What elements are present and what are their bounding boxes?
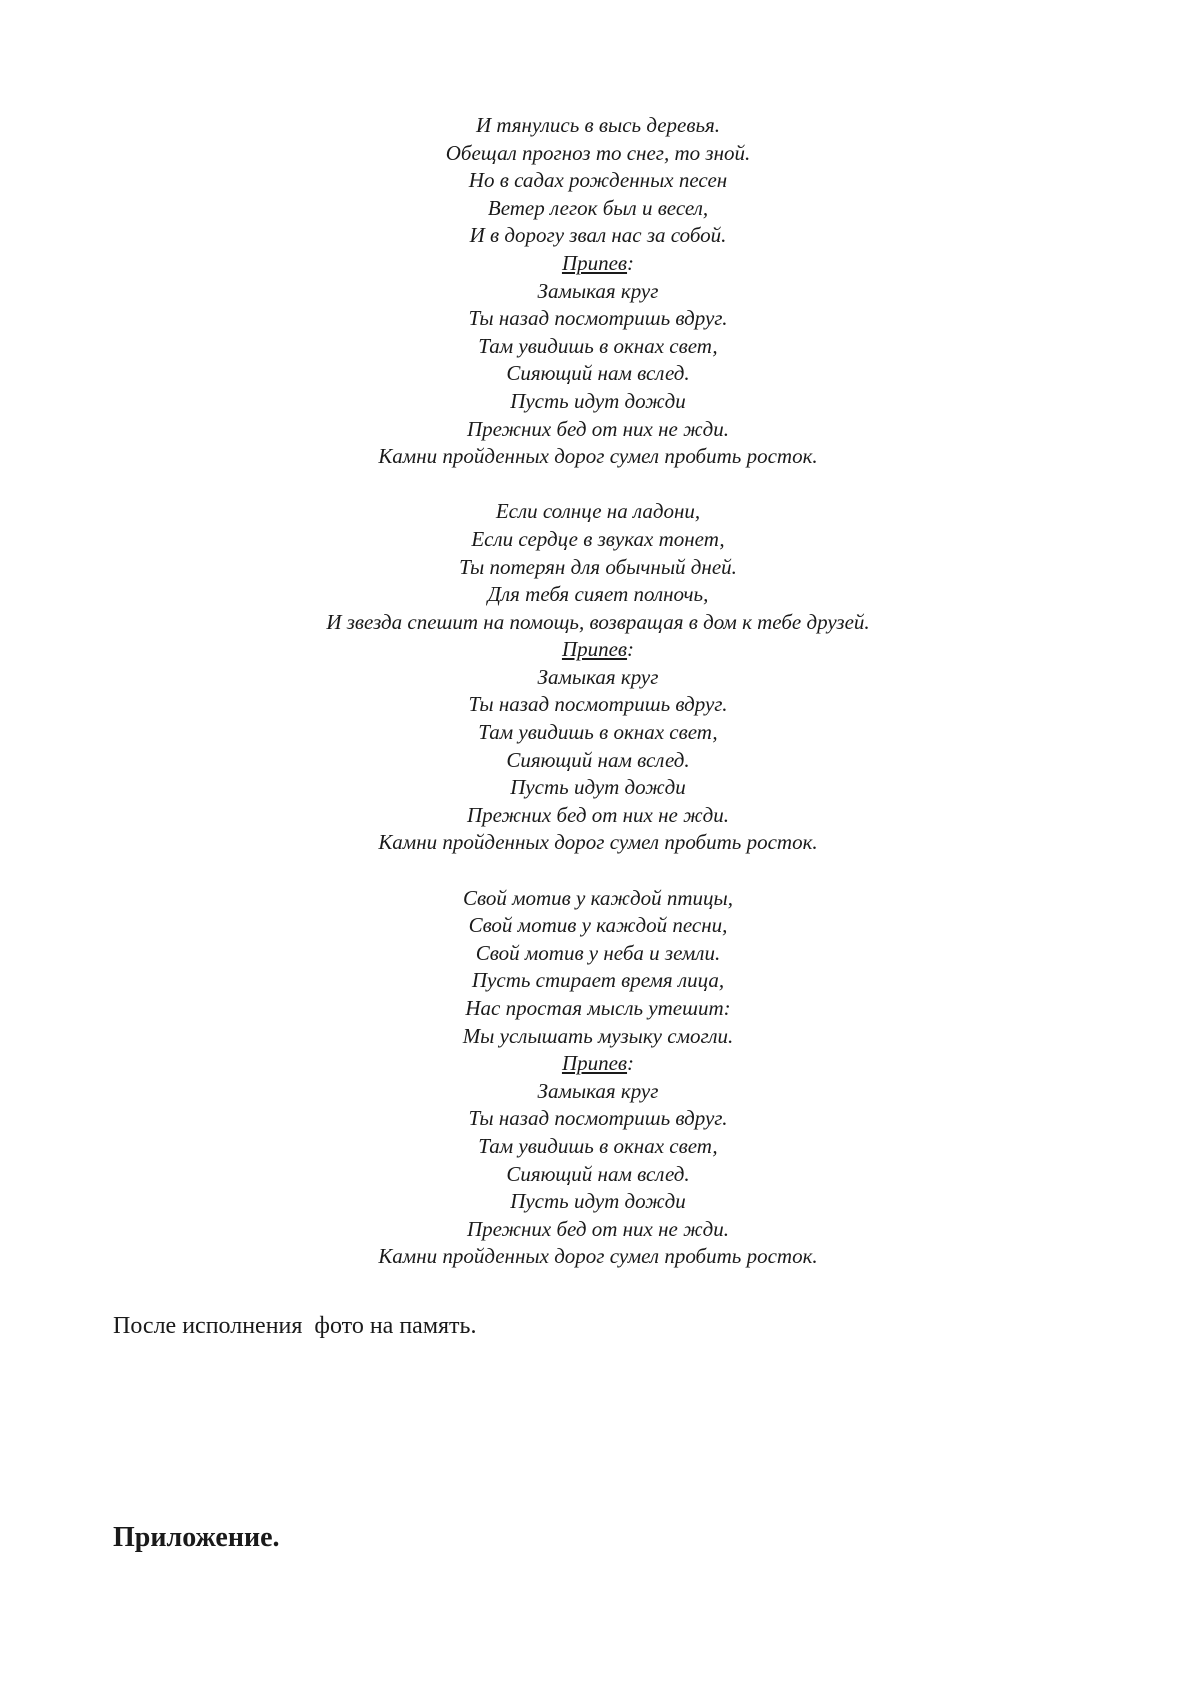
verse-line: И тянулись в высь деревья. — [475, 113, 721, 137]
verse-line: Но в садах рожденных песен — [468, 168, 728, 193]
refrain-line: Ты назад посмотришь вдруг. — [468, 1106, 728, 1131]
stanza — [100, 885, 1096, 1271]
verse-line: Свой мотив у неба и земли. — [475, 940, 721, 965]
refrain-line: Сияющий нам вслед. — [506, 747, 690, 772]
refrain-line: Камни пройденных дорог сумел пробить росток. — [378, 1244, 818, 1269]
verse-line: Нас простая мысль утешит: — [465, 996, 731, 1020]
after-performance-note: После исполнения фото на память. — [113, 1313, 477, 1339]
verse-line: Свой мотив у каждой песни, — [468, 913, 728, 938]
refrain-line: Ты назад посмотришь вдруг. — [468, 306, 728, 331]
refrain-line: Сияющий нам вслед. — [506, 1161, 690, 1186]
refrain-line: Замыкая круг — [537, 1078, 659, 1103]
song-lyrics — [100, 112, 1096, 1271]
stanza — [100, 498, 1096, 857]
refrain-line: Там увидишь в окнах свет, — [478, 333, 718, 358]
verse-line: Ты потерян для обычный дней. — [459, 554, 737, 579]
verse-line: Пусть стирает время лица, — [471, 968, 725, 993]
refrain-line: Замыкая круг — [537, 664, 659, 689]
refrain-label — [100, 636, 1096, 664]
refrain-label — [100, 1050, 1096, 1078]
refrain-line: Ты назад посмотришь вдруг. — [468, 692, 728, 717]
verse-line: Ветер легок был и весел, — [487, 195, 709, 220]
verse-line: Обещал прогноз то снег, то зной. — [445, 140, 751, 165]
refrain-line: Прежних бед от них не жди. — [466, 802, 730, 827]
refrain-label-colon: : — [627, 1051, 635, 1076]
refrain-label-text: Припев — [561, 637, 628, 662]
refrain-label-text: Припев — [561, 250, 628, 275]
refrain-label-text: Припев — [561, 1051, 628, 1076]
verse-line: Мы услышать музыку смогли. — [462, 1023, 734, 1048]
appendix-heading: Приложение. — [113, 1522, 280, 1553]
refrain-line: Пусть идут дожди — [510, 775, 686, 800]
refrain-line: Сияющий нам вслед. — [506, 361, 690, 386]
refrain-line: Прежних бед от них не жди. — [466, 416, 730, 441]
verse-line: И звезда спешит на помощь, возвращая в дом к тебе друзей. — [326, 609, 870, 634]
refrain-label — [100, 250, 1096, 278]
refrain-line: Прежних бед от них не жди. — [466, 1216, 730, 1241]
refrain-line: Камни пройденных дорог сумел пробить росток. — [378, 830, 818, 855]
verse-line: Если солнце на ладони, — [495, 499, 701, 524]
refrain-line: Замыкая круг — [537, 278, 659, 303]
refrain-line: Камни пройденных дорог сумел пробить росток. — [378, 444, 818, 469]
refrain-line: Там увидишь в окнах свет, — [478, 720, 718, 745]
refrain-label-colon: : — [627, 637, 635, 662]
refrain-label-colon: : — [627, 250, 635, 275]
refrain-line: Пусть идут дожди — [510, 388, 686, 413]
verse-line: И в дорогу звал нас за собой. — [469, 223, 727, 248]
verse-line: Свой мотив у каждой птицы, — [463, 885, 733, 910]
verse-line: Если сердце в звуках тонет, — [471, 526, 725, 551]
stanza — [100, 112, 1096, 471]
refrain-line: Пусть идут дожди — [510, 1189, 686, 1214]
refrain-line: Там увидишь в окнах свет, — [478, 1133, 718, 1158]
verse-line: Для тебя сияет полночь, — [487, 582, 709, 607]
